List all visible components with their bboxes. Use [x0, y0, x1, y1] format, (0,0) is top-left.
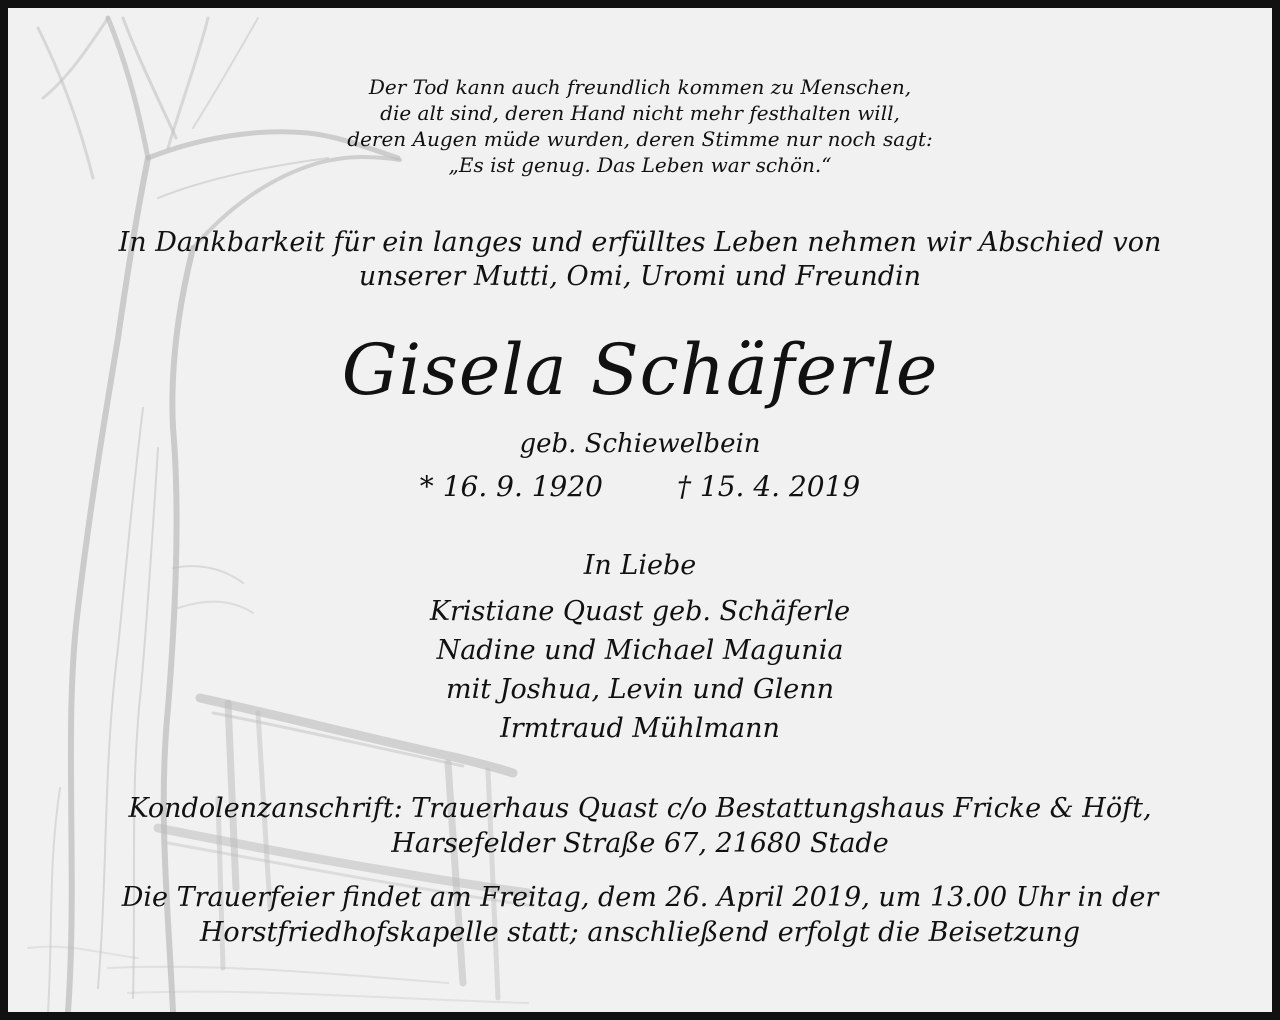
mourner-name: Irmtraud Mühlmann — [500, 713, 780, 744]
poem-line: deren Augen müde wurden, deren Stimme nur noch sagt: — [347, 127, 933, 151]
mourner-name: Kristiane Quast geb. Schäferle — [429, 596, 851, 627]
condolence-address: Kondolenzanschrift: Trauerhaus Quast c/o Bestattungshaus Fricke & Höft, — [128, 793, 1152, 824]
service-info: Die Trauerfeier findet am Freitag, dem 26. April 2019, um 13.00 Uhr in der — [121, 882, 1159, 913]
poem-line: „Es ist genug. Das Leben war schön.“ — [448, 153, 832, 177]
life-dates — [8, 470, 1272, 504]
service-info: Horstfriedhofskapelle statt; anschließend erfolgt die Beisetzung — [199, 917, 1081, 948]
notice-content — [8, 8, 1272, 1012]
death-date: † 15. 4. 2019 — [677, 470, 861, 503]
deceased-name: Gisela Schäferle — [341, 329, 939, 411]
intro-line: In Dankbarkeit für ein langes und erfülltes Leben nehmen wir Abschied von — [118, 227, 1162, 258]
poem-line: die alt sind, deren Hand nicht mehr festhalten will, — [380, 101, 900, 125]
poem-line: Der Tod kann auch freundlich kommen zu Menschen, — [368, 75, 912, 99]
mourners-heading: In Liebe — [583, 550, 697, 581]
birth-name: geb. Schiewelbein — [519, 429, 761, 459]
condolence-address: Harsefelder Straße 67, 21680 Stade — [391, 828, 889, 859]
birth-date: * 16. 9. 1920 — [419, 470, 603, 503]
intro-line: unserer Mutti, Omi, Uromi und Freundin — [358, 261, 922, 292]
mourner-name: Nadine und Michael Magunia — [436, 635, 844, 666]
mourner-name: mit Joshua, Levin und Glenn — [445, 674, 835, 705]
